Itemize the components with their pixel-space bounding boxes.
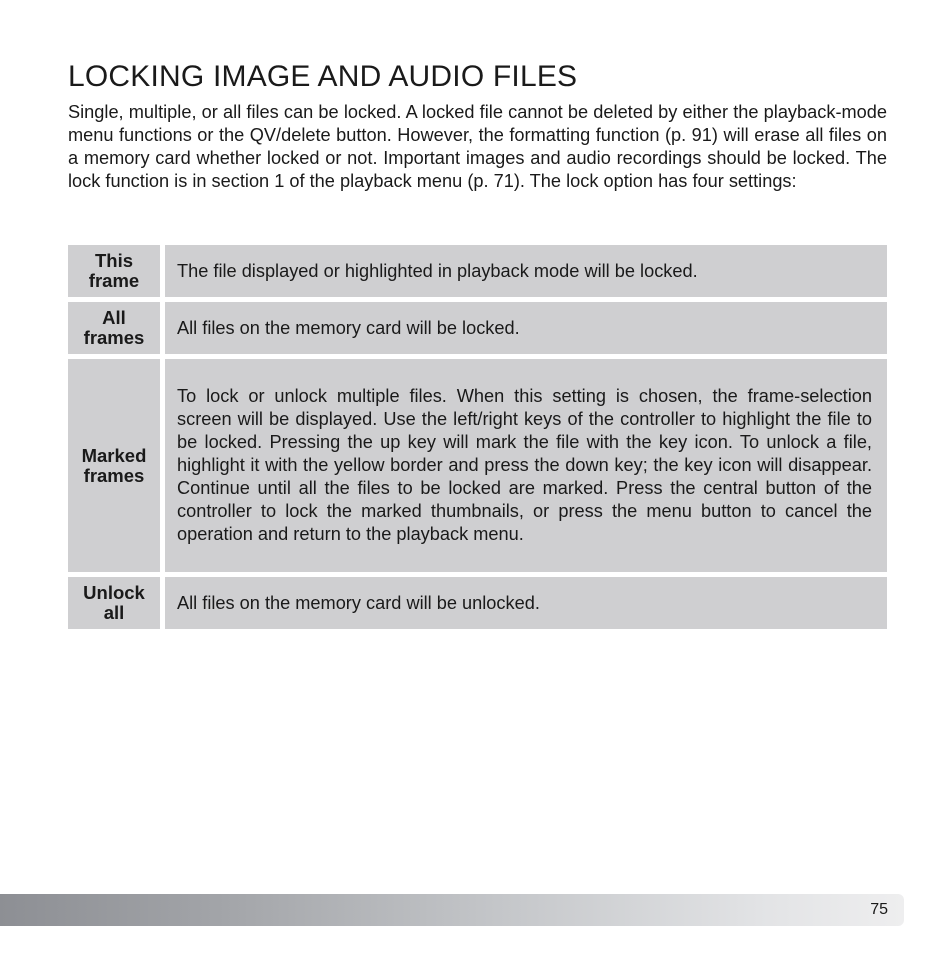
- setting-name-line: frames: [83, 464, 145, 486]
- setting-name-line: frame: [88, 270, 140, 291]
- setting-description-marked-frames: To lock or unlock multiple files. When this setting is chosen, the frame-selection screen will be displayed. Use the left/right keys of the controller to highlight the file to be locked. Pressing the up key will mark the file with the key icon. To unlock a file, highlight it with the yellow border and press the down key; the key icon will disappear. Continue until all the files to be locked are marked. Press the central button of the controller to lock the marked thumbnails, or press the menu button to cancel the operation and return to the playback menu.: [165, 359, 887, 572]
- setting-name-line: This: [94, 250, 134, 271]
- setting-name-all-frames: [68, 302, 165, 354]
- table-row: [68, 302, 887, 354]
- setting-name-line: All: [102, 307, 126, 328]
- table-row: [68, 359, 887, 572]
- setting-description-this-frame: The file displayed or highlighted in playback mode will be locked.: [165, 245, 887, 297]
- setting-description-all-frames: All files on the memory card will be locked.: [165, 302, 887, 354]
- setting-name-marked-frames: [68, 359, 165, 572]
- page-title: LOCKING IMAGE AND AUDIO FILES: [68, 60, 578, 93]
- setting-name-line: Marked: [81, 444, 147, 466]
- table-row: [68, 577, 887, 629]
- page-number: 75: [870, 901, 888, 918]
- setting-name-this-frame: [68, 245, 165, 297]
- setting-name-line: Unlock: [83, 582, 145, 603]
- intro-paragraph: Single, multiple, or all files can be locked. A locked file cannot be deleted by either the playback-mode menu functions or the QV/delete button. However, the formatting function (p. 91) will erase all files on a memory card whether locked or not. Important images and audio recordings should be locked. The lock function is in section 1 of the playback menu (p. 71). The lock option has four settings:: [68, 102, 887, 191]
- setting-description-unlock-all: All files on the memory card will be unlocked.: [165, 577, 887, 629]
- setting-name-line: frames: [83, 327, 145, 348]
- lock-settings-table: [68, 240, 887, 634]
- footer-bar: [0, 894, 904, 926]
- table-row: [68, 245, 887, 297]
- setting-name-line: all: [103, 602, 125, 623]
- setting-name-unlock-all: [68, 577, 165, 629]
